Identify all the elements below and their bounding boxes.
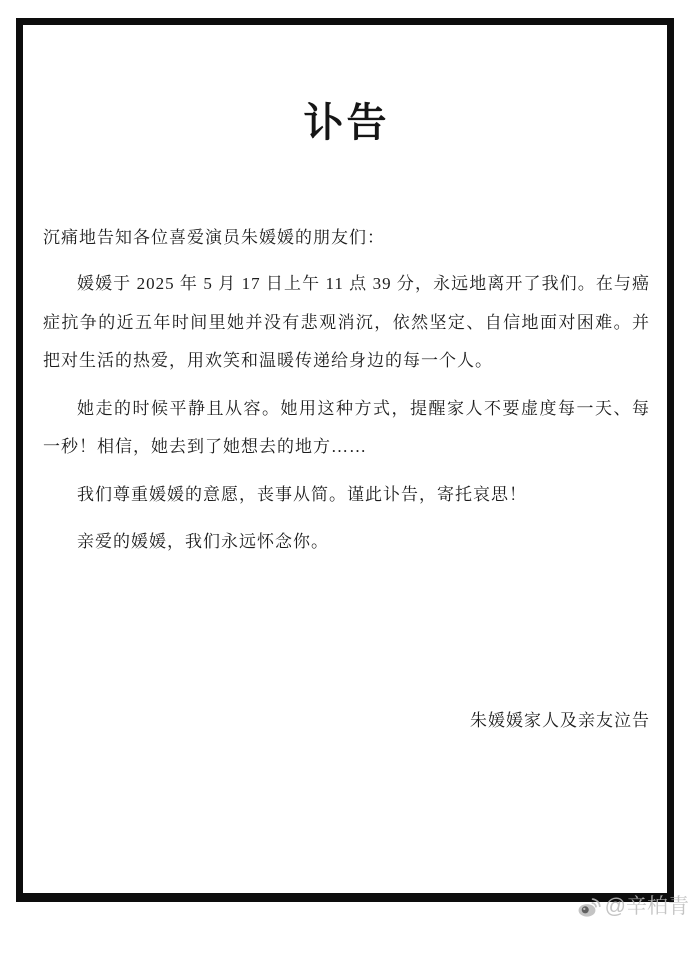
paragraph-3: 我们尊重媛媛的意愿，丧事从简。谨此讣告，寄托哀思！ <box>77 484 527 504</box>
paragraph-1: 媛媛于 2025 年 5 月 17 日上午 11 点 39 分，永远地离开了我们。在与癌症抗争的近五年时间里她并没有悲观消沉，依然坚定、自信地面对困难。并把对生活的热爱，用欢笑和温暖传递给身边的每一个人。 <box>43 274 650 370</box>
paragraph-4: 亲爱的媛媛，我们永远怀念你。 <box>77 532 329 551</box>
notice-content <box>23 101 667 969</box>
signature-line: 朱媛媛家人及亲友泣告 <box>470 710 650 730</box>
weibo-watermark <box>577 894 689 919</box>
paragraph-2: 她走的时候平静且从容。她用这种方式，提醒家人不要虚度每一天、每一秒！相信，她去到了她想去的地方…… <box>43 398 650 456</box>
weibo-logo-icon <box>577 894 602 919</box>
watermark-text: @辛柏青 <box>604 894 689 918</box>
salutation-line: 沉痛地告知各位喜爱演员朱媛媛的朋友们： <box>43 228 385 247</box>
notice-frame <box>16 18 674 902</box>
page-title: 讣告 <box>303 101 390 145</box>
